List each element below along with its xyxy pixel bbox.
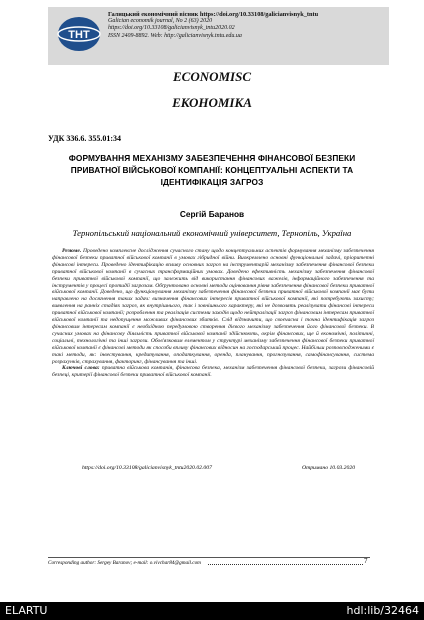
abstract-paragraph <box>52 248 374 365</box>
abstract-text: Проведено комплексне дослідження сучасного стану щодо концептуальних аспектів формування механізму забезпечення фінансової безпеки приватної військової компанії в умовах гібридної війни. Виокремлено основні функціональні задачі, пріоритетні фінансові інтереси. Проведено ідентифікацію впливу основних загроз на інструментарій механізму забезпечення фінансової безпеки приватної військової компанії в сучасних трансформаційних умовах. Доведено ефективність механізму забезпечення фінансової безпеки приватної військової компанії, що залежить від використання фінансових важелів, інформаційного забезпечення та інструментів у процесі протидії загрозам. Обґрунтовано основні методи оцінювання рівня забезпечення фінансової безпеки приватної військової компанії. Доведено, що функціонування механізму забезпечення фінансової безпеки приватної військової компанії має бути направлено на досягнення таких задач: визначення фінансових інтересів приватної військової компанії, які потребують захисту; виявлення на ранніх стадіях загроз, як внутрішнього, так і зовнішнього характеру, які не дозволять реалізувати фінансові інтереси приватної військової компанії; розроблення та реалізація системи заходів щодо нейтралізації загроз фінансовим інтересам приватної військової компанії та недопущення можливих фінансових збитків. Слід відзначити, що своєчасна і точна ідентифікація загроз фінансовим інтересам компанії є необхідною передумовою створення дієвого механізму забезпечення його фінансової безпеки. В сучасних умовах на фінансову діяльність приватної військової компанії здійснюють, окрім фінансових, ще й економічні, політичні, соціальні, технологічні та інші загрози. Обов'язковим елементом у структурі механізму забезпечення фінансової безпеки приватної військової компанії є фінансові методи як способи впливу фінансових відносин на господарський процес. Найбільш розповсюдженими є такі методи, як: інвестування, кредитування, оподаткування, оренда, планування, прогнозування, самофінансування, система розрахунків, страхування, факторинг, фінансування та інші. <box>52 248 374 365</box>
corresponding-author: Corresponding author: Sergey Baranov; e-mail: o.vivchar84@gmail.com <box>48 560 201 566</box>
article-doi[interactable]: https://doi.org/10.33108/galicianvisnyk_tntu2020.02.007 <box>82 465 212 471</box>
udc-code: УДК 336.6. 355.01:34 <box>48 134 122 143</box>
tntu-logo-icon <box>56 14 102 54</box>
issn-web: ISSN 2409-8892. Web: http://galicianvisnyk.tntu.edu.ua <box>108 32 242 39</box>
keywords-text: приватна військова компанія, фінансова безпека, механізм забезпечення фінансової безпеки, загрози фінансовій безпеці, критерії фінансової безпеки приватної військової компанії. <box>52 365 375 379</box>
section-en: ECONOMISC <box>172 69 252 84</box>
handle-id[interactable]: hdl:lib/32464 <box>346 604 419 617</box>
abstract-label: Резюме. <box>62 248 82 254</box>
repository-name: ELARTU <box>5 604 48 617</box>
abstract-block <box>52 248 374 379</box>
logo-text: ТНТ <box>68 29 90 41</box>
issue-doi[interactable]: https://doi.org/10.33108/galicianvisnyk_tntu2020.02 <box>108 25 235 32</box>
author-affiliation: Тернопільський національний економічний університет, Тернопіль, Україна <box>72 228 352 238</box>
received-date: Отримано 10.03.2020 <box>302 465 356 471</box>
journal-name-en: Galician economik journal, No 2 (63) 2020 <box>108 18 213 25</box>
author-name: Сергій Баранов <box>179 209 245 219</box>
keywords-paragraph <box>52 365 374 379</box>
article-title: ФОРМУВАННЯ МЕХАНІЗМУ ЗАБЕЗПЕЧЕННЯ ФІНАНСОВОЇ БЕЗПЕКИ ПРИВАТНОЇ ВІЙСЬКОВОЇ КОМПАНІЇ: КОНЦЕПТУАЛЬНІ АСПЕКТИ ТА ІДЕНТИФІКАЦІЯ ЗАГРОЗ <box>68 153 356 187</box>
keywords-label: Ключові слова: <box>62 365 100 372</box>
journal-name: Галицький економічний вісник https://doi.org/10.33108/galicianvisnyk_tntu <box>108 11 319 18</box>
dotted-leader <box>208 558 363 565</box>
page-number: 7 <box>364 557 368 565</box>
journal-header-text <box>108 11 388 40</box>
section-uk: ЕКОНОМІКА <box>172 95 252 110</box>
